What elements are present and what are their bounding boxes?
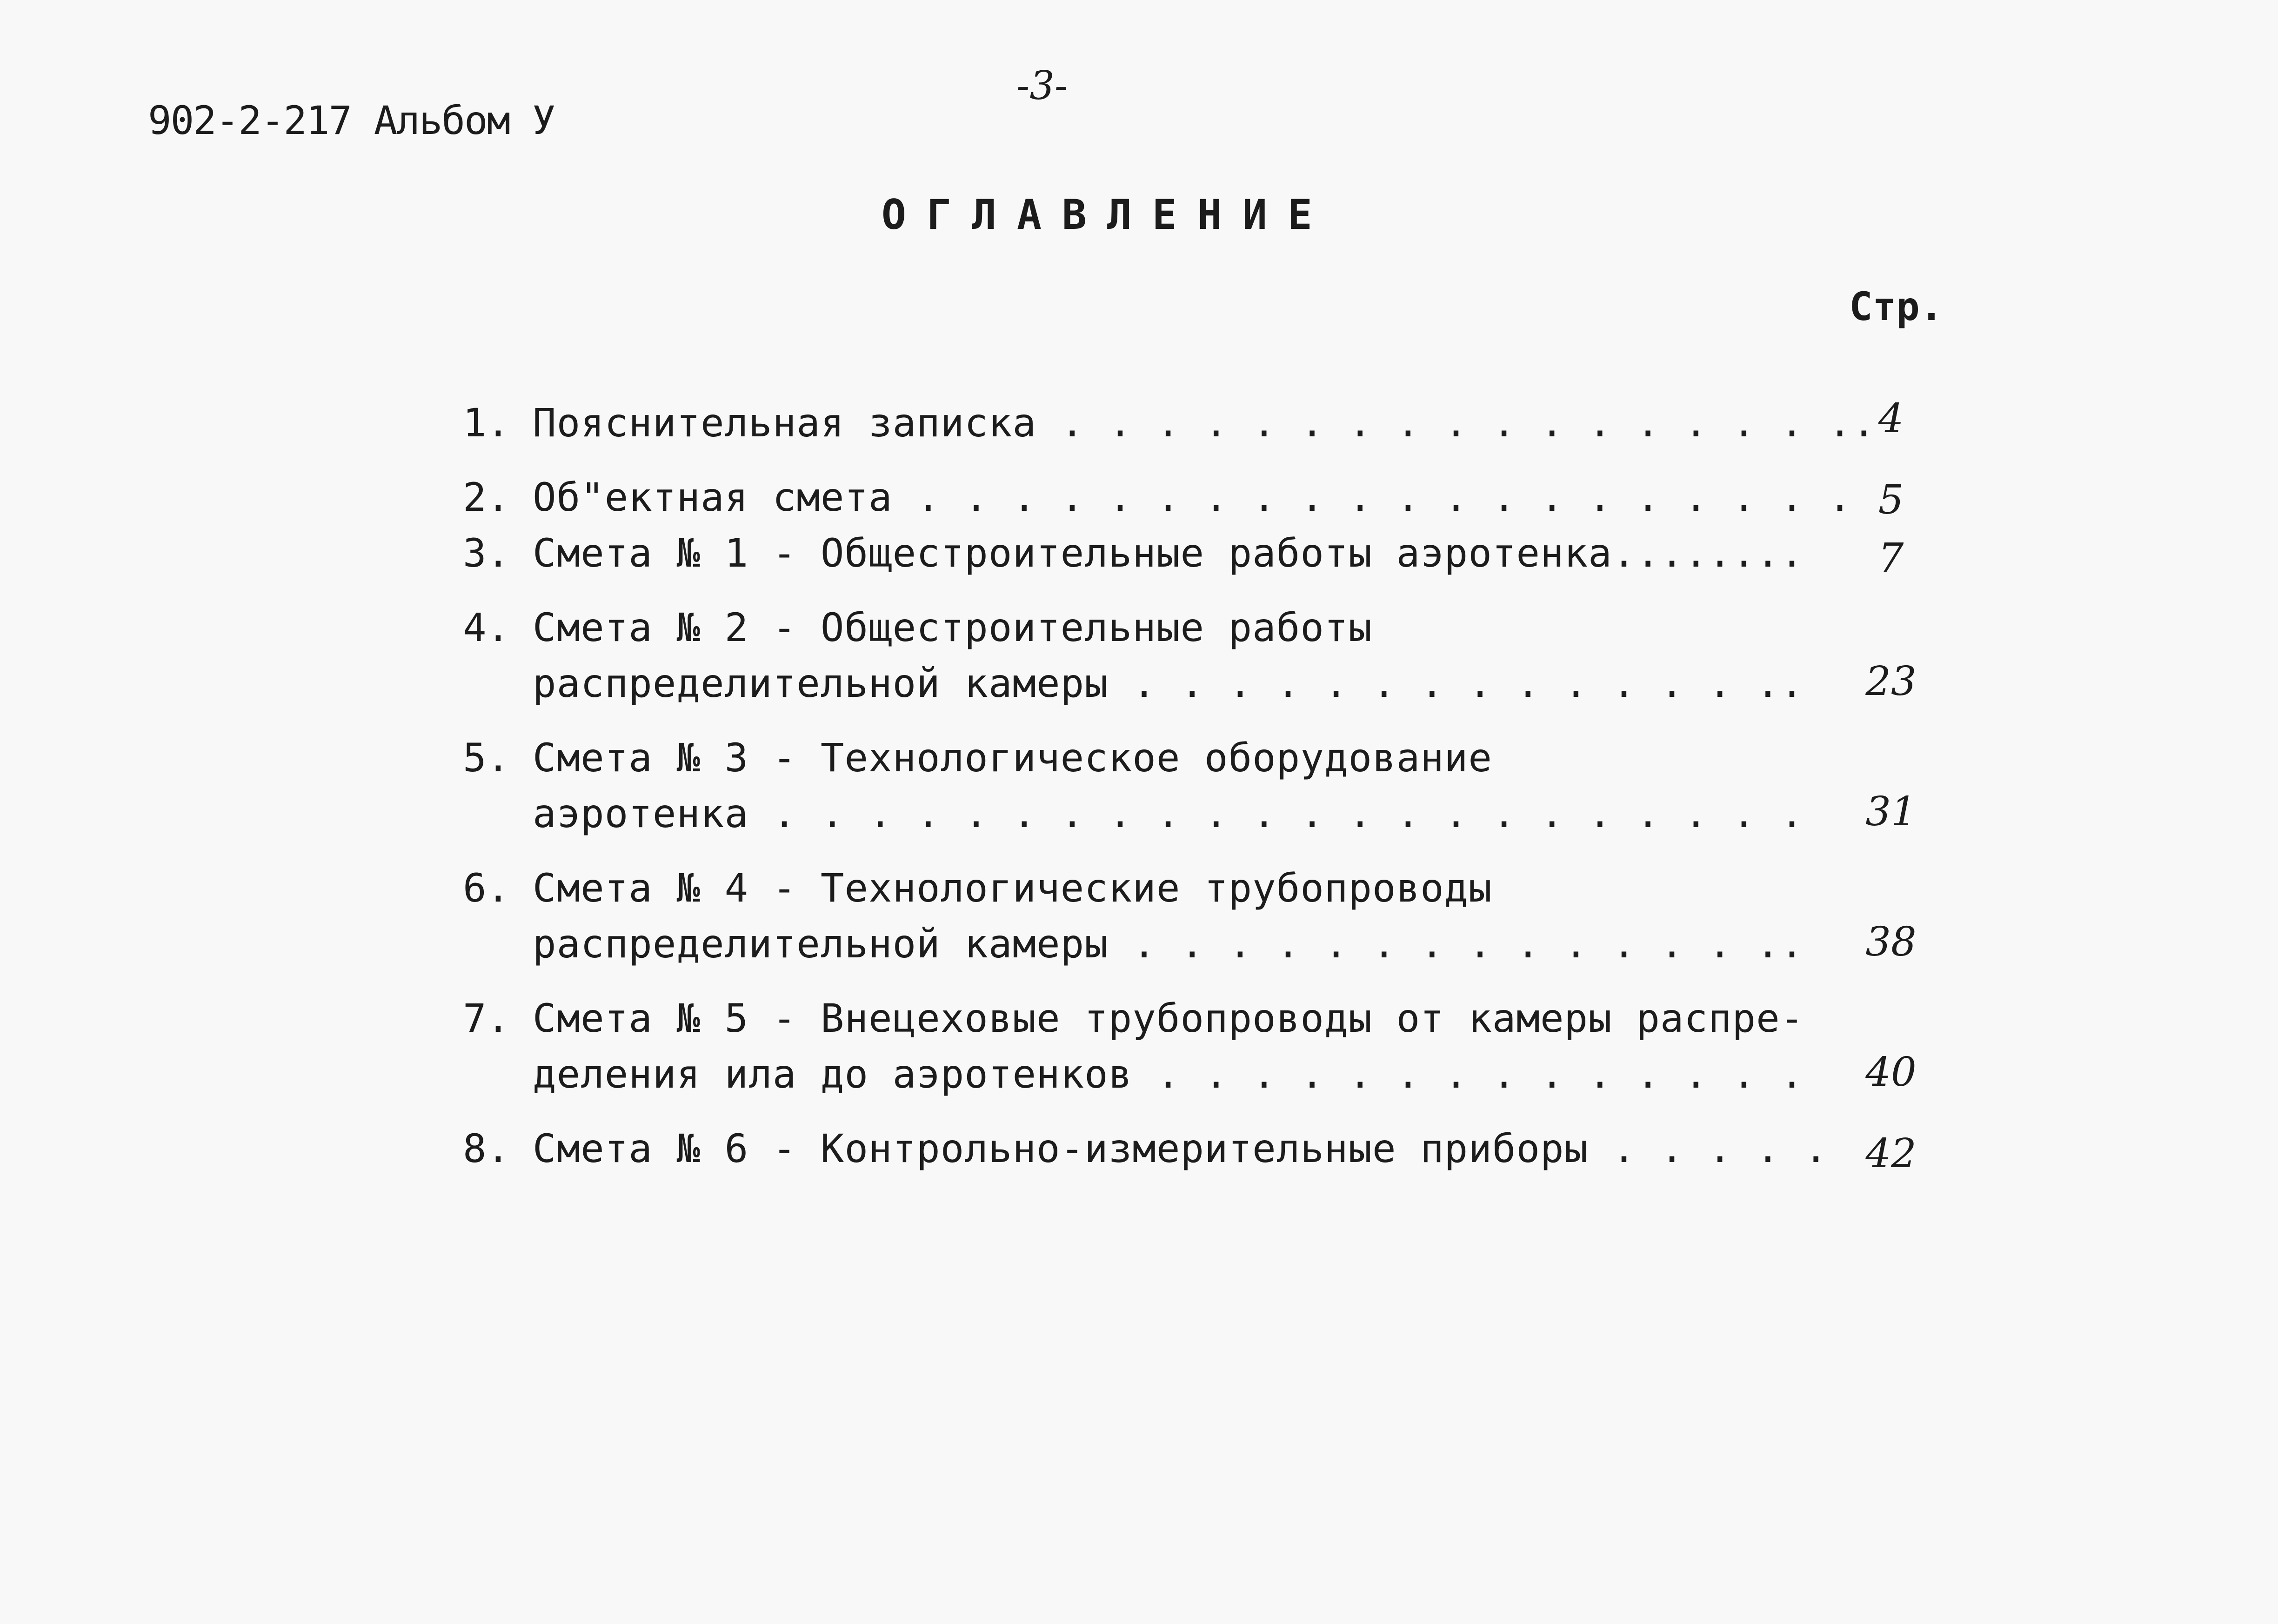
toc-entry-page: 38 — [1865, 919, 1917, 965]
toc-entry-page: 23 — [1865, 658, 1917, 705]
toc-entry-page: 40 — [1865, 1049, 1917, 1096]
toc-entry-text: Смета № 3 - Технологическое оборудование — [533, 735, 1492, 781]
toc-entry-number: 1. — [463, 400, 510, 446]
toc-entry-number: 3. — [463, 530, 510, 576]
toc-entry-text: Смета № 5 - Внецеховые трубопроводы от камеры распре- — [533, 996, 1804, 1041]
toc-entry-number: 7. — [463, 996, 510, 1041]
toc-entry-text: деления ила до аэротенков . . . . . . . . . . . . . . — [533, 1051, 1804, 1097]
toc-title: ОГЛАВЛЕНИЕ — [882, 191, 1333, 239]
toc-entry-text: Смета № 2 - Общестроительные работы — [533, 605, 1373, 650]
toc-entry-page: 5 — [1878, 477, 1904, 523]
toc-entry-page: 31 — [1865, 789, 1917, 835]
toc-entry-number: 2. — [463, 475, 510, 520]
document-code: 902-2-217 Альбом У — [148, 98, 555, 143]
toc-entry-text: распределительной камеры . . . . . . . . . . . . . .. — [533, 921, 1804, 967]
toc-entry-page: 42 — [1865, 1130, 1917, 1177]
toc-entry-text: Пояснительная записка . . . . . . . . . . . . . . . . .. — [533, 400, 1877, 446]
toc-entry-number: 8. — [463, 1126, 510, 1171]
toc-entry-text: Смета № 6 - Контрольно-измерительные приборы . . . . . — [533, 1126, 1828, 1171]
toc-entry-text: аэротенка . . . . . . . . . . . . . . . . . . . . . . — [533, 791, 1804, 836]
toc-entry-text: распределительной камеры . . . . . . . . . . . . . .. — [533, 661, 1804, 706]
toc-entry-text: Об"ектная смета . . . . . . . . . . . . . . . . . . . . — [533, 475, 1852, 520]
toc-entry-page: 7 — [1878, 535, 1904, 581]
page-column-label: Стр. — [1849, 284, 1944, 329]
toc-entry-number: 4. — [463, 605, 510, 650]
toc-entry-text: Смета № 4 - Технологические трубопроводы — [533, 865, 1492, 911]
toc-entry-text: Смeта № 1 - Общестроительные работы аэротенка........ — [533, 530, 1804, 576]
page-number: -3- — [1016, 63, 1068, 108]
toc-entry-page: 4 — [1878, 395, 1904, 442]
toc-entry-number: 6. — [463, 865, 510, 911]
toc-entry-number: 5. — [463, 735, 510, 781]
